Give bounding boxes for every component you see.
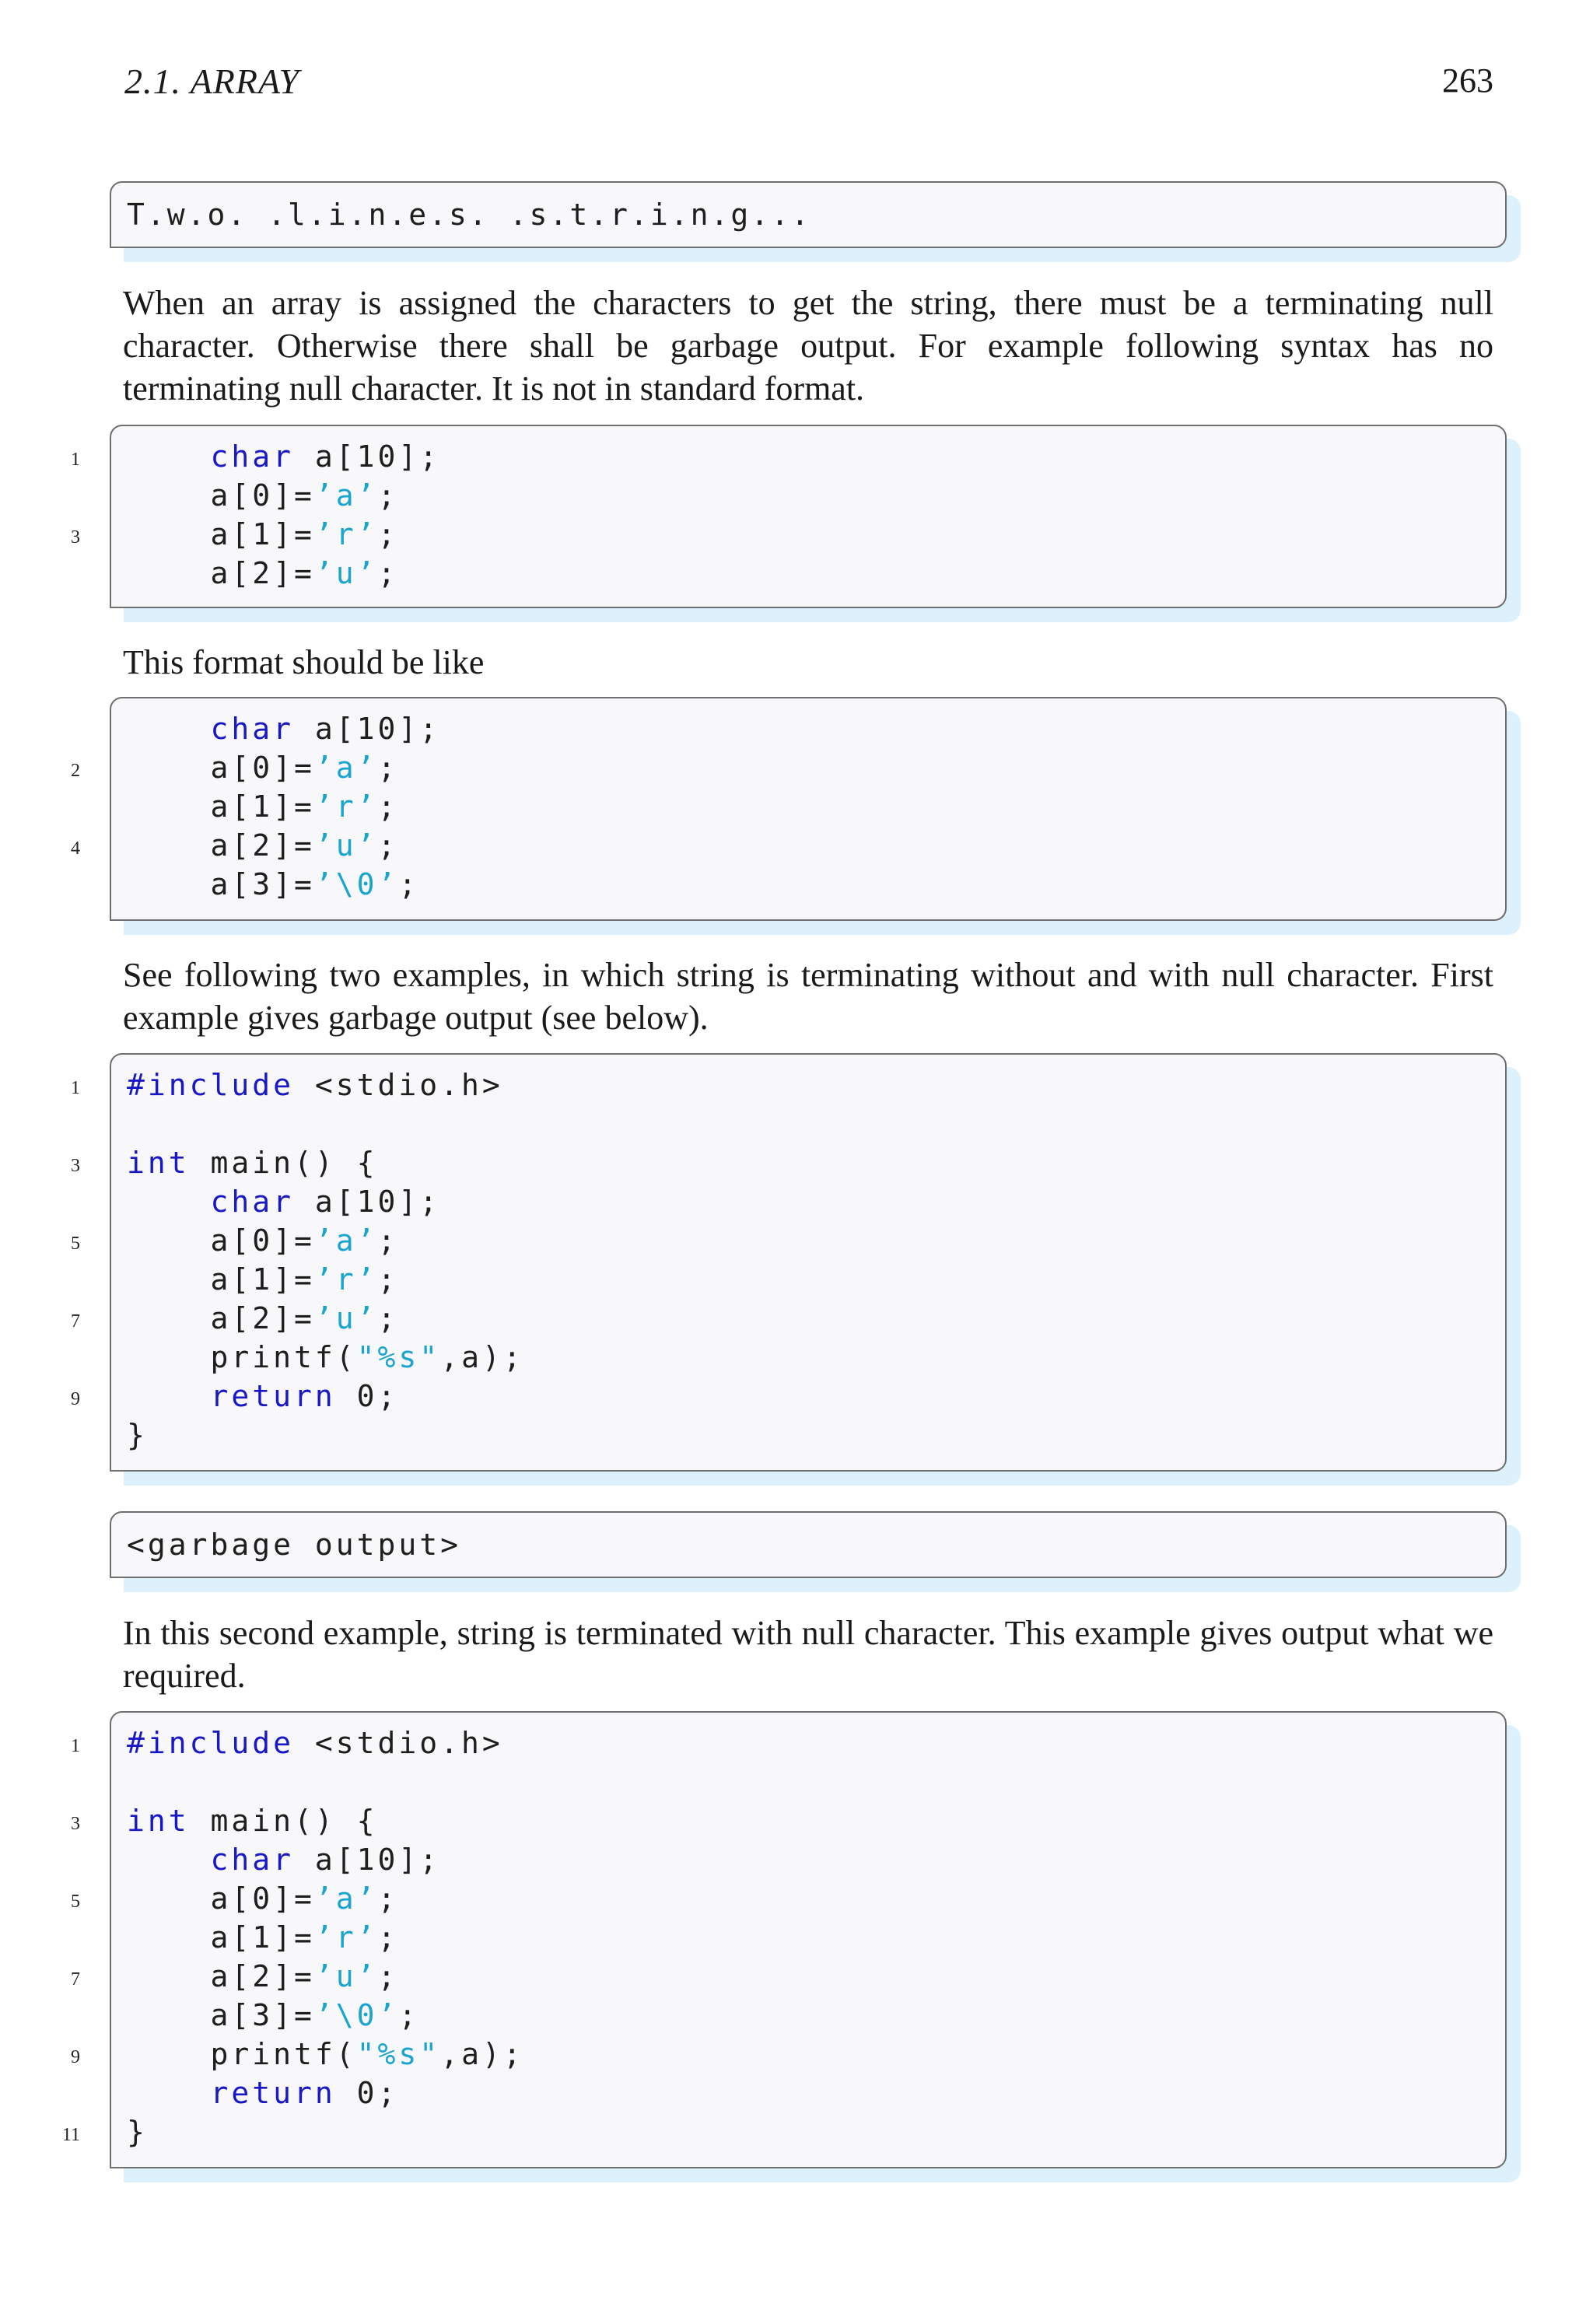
code-text: a[0]= xyxy=(127,751,315,785)
line-number: 3 xyxy=(71,1156,80,1176)
code-string: ’a’ xyxy=(314,1881,378,1916)
code-text: ; xyxy=(377,1920,399,1955)
code-line xyxy=(127,1299,398,1338)
code-string: ’u’ xyxy=(314,828,378,863)
paragraph: In this second example, string is terminated with null character. This example gives output what we required. xyxy=(123,1614,1493,1695)
code-text: ; xyxy=(377,556,399,590)
code-string: ’r’ xyxy=(314,789,378,824)
code-text: <stdio.h> xyxy=(294,1068,503,1102)
page-number: 263 xyxy=(1442,61,1493,100)
code-line xyxy=(127,1066,503,1104)
code-text: main() { xyxy=(189,1146,378,1180)
code-text: <stdio.h> xyxy=(294,1726,503,1760)
code-string: "%s" xyxy=(356,2037,441,2071)
code-text: ; xyxy=(377,751,399,785)
code-line xyxy=(127,2074,398,2112)
code-line xyxy=(127,1724,503,1762)
code-keyword: char xyxy=(210,1185,295,1219)
code-keyword: char xyxy=(210,1843,295,1877)
line-number: 1 xyxy=(71,450,80,470)
code-line xyxy=(127,1416,148,1454)
line-number: 11 xyxy=(61,2125,80,2145)
code-line xyxy=(127,865,419,904)
paragraph: See following two examples, in which string is terminating without and with null character. First example gives garbage output (see below). xyxy=(123,956,1493,1037)
code-line xyxy=(127,1260,398,1299)
code-keyword: #include xyxy=(127,1068,295,1102)
code-keyword: char xyxy=(210,439,295,474)
code-string: ’u’ xyxy=(314,1959,378,1993)
code-text: ,a); xyxy=(440,2037,524,2071)
code-keyword: int xyxy=(127,1146,190,1180)
code-text: a[3]= xyxy=(127,1998,315,2032)
code-line xyxy=(127,1957,398,1996)
code-text: main() { xyxy=(189,1804,378,1838)
code-text: 0; xyxy=(335,2076,399,2110)
code-line xyxy=(127,515,398,554)
code-line xyxy=(127,1182,440,1221)
code-text: a[0]= xyxy=(127,1881,315,1916)
code-line xyxy=(127,1918,398,1957)
code-text: a[2]= xyxy=(127,556,315,590)
paragraph: This format should be like xyxy=(123,643,485,681)
code-text: } xyxy=(127,2115,148,2149)
line-number: 9 xyxy=(71,2047,80,2067)
code-text: printf( xyxy=(127,2037,357,2071)
output-box xyxy=(110,1511,1507,1578)
code-text: ; xyxy=(377,478,399,513)
code-string: ’\0’ xyxy=(314,867,399,901)
code-text: a[2]= xyxy=(127,828,315,863)
code-string: ’r’ xyxy=(314,1262,378,1297)
line-number: 4 xyxy=(71,838,80,859)
code-text: ; xyxy=(377,1959,399,1993)
code-text xyxy=(127,712,211,746)
code-string: ’u’ xyxy=(314,1301,378,1335)
code-text: ; xyxy=(377,517,399,551)
code-text: a[1]= xyxy=(127,789,315,824)
output-text: <garbage output> xyxy=(127,1528,462,1562)
code-text: } xyxy=(127,1418,148,1452)
code-text: ; xyxy=(377,1881,399,1916)
line-number: 3 xyxy=(71,1814,80,1834)
code-line xyxy=(127,437,440,476)
code-keyword: return xyxy=(210,1379,336,1413)
line-number: 9 xyxy=(71,1389,80,1409)
code-line xyxy=(127,1996,419,2035)
line-number: 5 xyxy=(71,1892,80,1912)
code-string: ’a’ xyxy=(314,478,378,513)
code-text: a[3]= xyxy=(127,867,315,901)
line-number: 7 xyxy=(71,1311,80,1332)
code-keyword: return xyxy=(210,2076,336,2110)
code-text: ; xyxy=(377,789,399,824)
code-string: "%s" xyxy=(356,1340,441,1374)
code-text: a[1]= xyxy=(127,1920,315,1955)
code-line xyxy=(127,1801,378,1840)
code-text xyxy=(127,1185,211,1219)
code-line xyxy=(127,476,398,515)
code-string: ’u’ xyxy=(314,556,378,590)
code-text: a[0]= xyxy=(127,1223,315,1258)
output-text: T.w.o. .l.i.n.e.s. .s.t.r.i.n.g... xyxy=(127,198,811,232)
code-keyword: int xyxy=(127,1804,190,1838)
code-line xyxy=(127,1879,398,1918)
code-line xyxy=(127,1338,524,1377)
output-box xyxy=(110,181,1507,248)
code-text: a[1]= xyxy=(127,517,315,551)
paragraph: When an array is assigned the characters to get the string, there must be a terminating null character. Otherwise there shall be garbage output. For example following syntax has no terminating null character. It is not in standard format. xyxy=(123,284,1493,408)
line-number: 1 xyxy=(71,1078,80,1098)
line-number: 5 xyxy=(71,1234,80,1254)
code-string: ’r’ xyxy=(314,1920,378,1955)
code-text: a[10]; xyxy=(294,1185,441,1219)
code-text: printf( xyxy=(127,1340,357,1374)
code-text xyxy=(127,1843,211,1877)
code-line xyxy=(127,826,398,865)
code-text: a[10]; xyxy=(294,1843,441,1877)
code-text xyxy=(127,1379,211,1413)
line-number: 2 xyxy=(71,761,80,781)
code-string: ’a’ xyxy=(314,1223,378,1258)
code-text: ; xyxy=(377,1301,399,1335)
code-text: ; xyxy=(398,1998,420,2032)
code-string: ’\0’ xyxy=(314,1998,399,2032)
code-line xyxy=(127,1221,398,1260)
code-string: ’r’ xyxy=(314,517,378,551)
code-line xyxy=(127,748,398,787)
code-text: a[1]= xyxy=(127,1262,315,1297)
code-line xyxy=(127,2035,524,2074)
line-number: 3 xyxy=(71,527,80,548)
code-text: ; xyxy=(377,1223,399,1258)
line-number: 7 xyxy=(71,1969,80,1990)
code-block xyxy=(61,1711,1507,2168)
line-number: 1 xyxy=(71,1736,80,1756)
code-block xyxy=(71,1053,1507,1472)
code-line xyxy=(127,554,398,593)
code-block xyxy=(71,697,1507,921)
code-text: a[0]= xyxy=(127,478,315,513)
code-text: ; xyxy=(377,828,399,863)
code-text xyxy=(127,2076,211,2110)
code-string: ’a’ xyxy=(314,751,378,785)
code-text: ; xyxy=(398,867,420,901)
code-text: a[10]; xyxy=(294,439,441,474)
running-header-section: 2.1. ARRAY xyxy=(124,61,300,101)
code-line xyxy=(127,2112,148,2151)
code-line xyxy=(127,1840,440,1879)
code-text: ; xyxy=(377,1262,399,1297)
code-text: a[2]= xyxy=(127,1301,315,1335)
code-line xyxy=(127,1377,398,1416)
code-block xyxy=(71,425,1507,608)
code-line xyxy=(127,709,440,748)
code-text: ,a); xyxy=(440,1340,524,1374)
code-text xyxy=(127,439,211,474)
code-text: 0; xyxy=(335,1379,399,1413)
code-keyword: char xyxy=(210,712,295,746)
code-line xyxy=(127,787,398,826)
code-keyword: #include xyxy=(127,1726,295,1760)
code-line xyxy=(127,1143,378,1182)
code-text: a[2]= xyxy=(127,1959,315,1993)
code-text: a[10]; xyxy=(294,712,441,746)
